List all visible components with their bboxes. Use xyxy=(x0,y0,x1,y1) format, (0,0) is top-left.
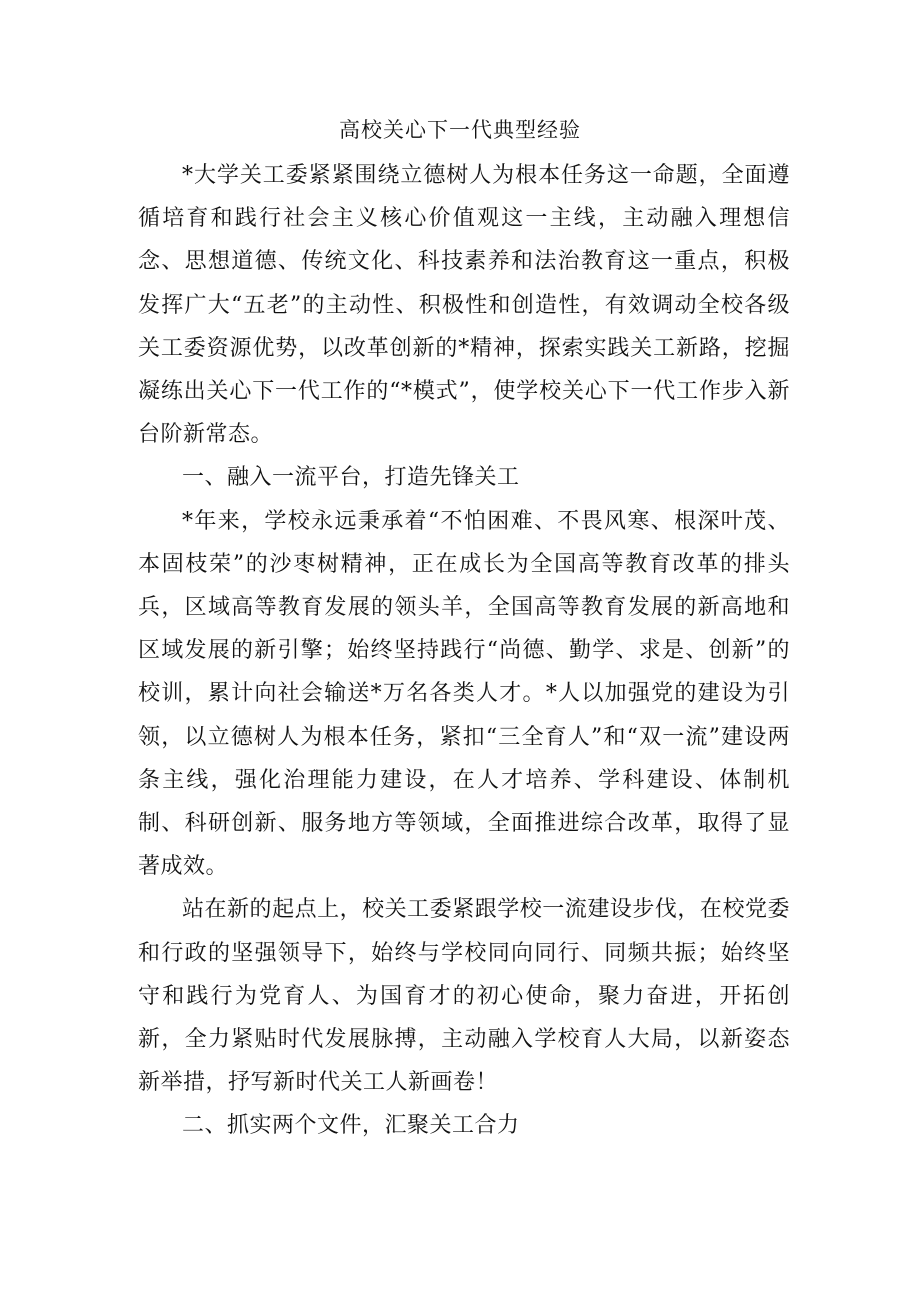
section-heading-2: 二、抓实两个文件，汇聚关工合力 xyxy=(182,1113,520,1139)
section-heading-1: 一、融入一流平台，打造先锋关工 xyxy=(182,465,520,491)
section-1-paragraph-2: 站在新的起点上，校关工委紧跟学校一流建设步伐，在校党委和行政的坚强领导下，始终与学校同向同行、同频共振；始终坚守和践行为党育人、为国育才的初心使命，聚力奋进，开拓创新，全力紧贴时代发展脉搏，主动融入学校育人大局，以新姿态新举措，抒写新时代关工人新画卷！ xyxy=(138,897,790,1096)
intro-paragraph: *大学关工委紧紧围绕立德树人为根本任务这一命题，全面遵循培育和践行社会主义核心价值观这一主线，主动融入理想信念、思想道德、传统文化、科技素养和法治教育这一重点，积极发挥广大“五老”的主动性、积极性和创造性，有效调动全校各级关工委资源优势，以改革创新的*精神，探索实践关工新路，挖掘凝练出关心下一代工作的“*模式”，使学校关心下一代工作步入新台阶新常态。 xyxy=(138,163,790,448)
document-title: 高校关心下一代典型经验 xyxy=(339,118,581,142)
document-body xyxy=(138,154,790,1148)
section-1-paragraph-1: *年来，学校永远秉承着“不怕困难、不畏风寒、根深叶茂、本固枝荣”的沙枣树精神，正在成长为全国高等教育改革的排头兵，区域高等教育发展的领头羊，全国高等教育发展的新高地和区域发展的新引擎；始终坚持践行“尚德、勤学、求是、创新”的校训，累计向社会输送*万名各类人才。*人以加强党的建设为引领，以立德树人为根本任务，紧扣“三全育人”和“双一流”建设两条主线，强化治理能力建设，在人才培养、学科建设、体制机制、科研创新、服务地方等领域，全面推进综合改革，取得了显著成效。 xyxy=(138,508,790,880)
